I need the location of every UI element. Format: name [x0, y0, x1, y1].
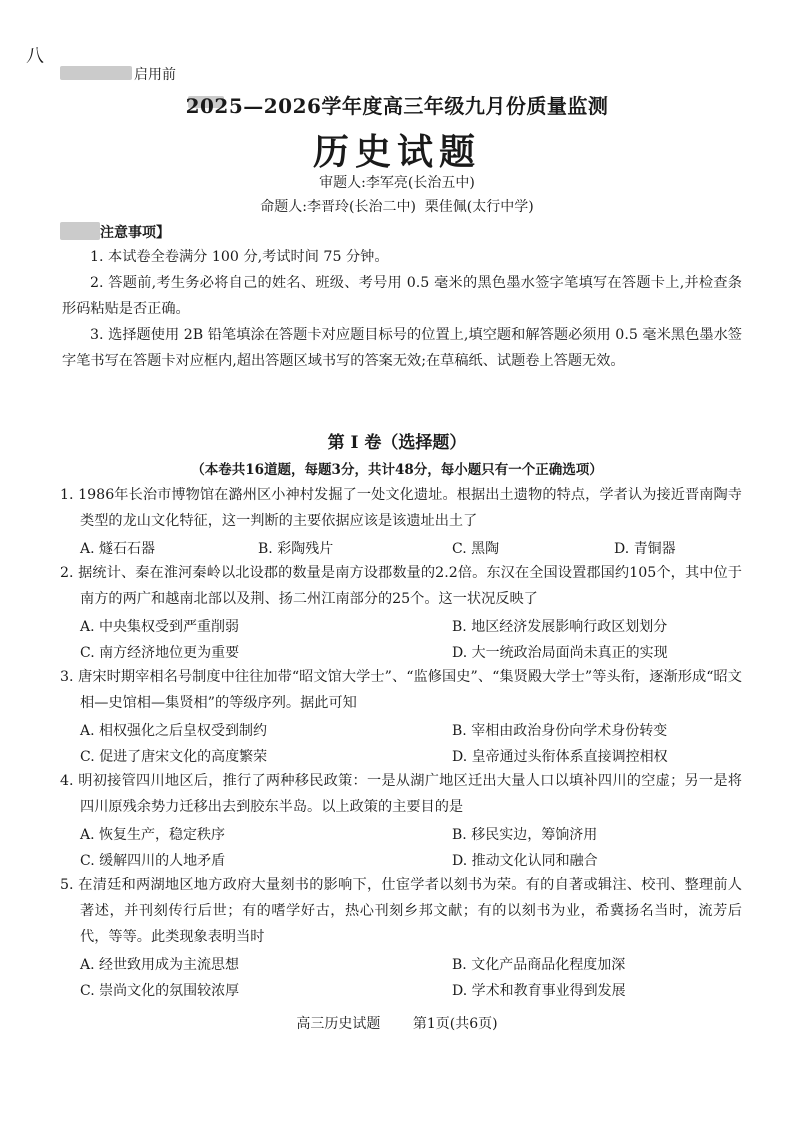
redacted-mark [60, 222, 100, 240]
section-subtitle: （本卷共16道题，每题3分，共计48分，每小题只有一个正确选项） [191, 462, 603, 478]
redacted-mark [60, 66, 132, 80]
corner-mark: 八 [26, 46, 44, 67]
main-title: 历史试题 [312, 131, 481, 173]
notice-item: 2. 答题前,考生务必将自己的姓名、班级、考号用 0.5 毫米的黑色墨水签字笔填写在答题卡上,并检查条形码粘贴是否正确。 [62, 275, 742, 317]
question-stem: 4. 明初接管四川地区后，推行了两种移民政策：一是从湖广地区迁出大量人口以填补四川的空虚；另一是将四川原残余势力迁移出去到胶东半岛。以上政策的主要目的是 [60, 773, 742, 815]
page-footer [0, 1013, 794, 1033]
option: C. 缓解四川的人地矛盾 [80, 853, 226, 869]
option: B. 移民实边，筹饷济用 [452, 827, 598, 843]
option: A. 燧石石器 [80, 541, 156, 557]
authors-line: 命题人:李晋玲(长治二中) 栗佳佩(太行中学) [260, 199, 534, 215]
notice-heading: 注意事项】 [100, 225, 170, 241]
option: C. 崇尚文化的氛围较浓厚 [80, 983, 240, 999]
option: D. 青铜器 [614, 541, 676, 557]
option: D. 学术和教育事业得到发展 [452, 983, 626, 999]
option: B. 宰相由政治身份向学术身份转变 [452, 723, 668, 739]
option: C. 南方经济地位更为重要 [80, 645, 240, 661]
notice-item: 3. 选择题使用 2B 铅笔填涂在答题卡对应题目标号的位置上,填空题和解答题必须用 0.5 毫米黑色墨水签字笔书写在答题卡对应框内,超出答题区域书写的答案无效;在草稿纸、试题卷上答题无效。 [62, 327, 742, 369]
question-stem: 5. 在清廷和两湖地区地方政府大量刻书的影响下，仕宦学者以刻书为荣。有的自著或辑注、校刊、整理前人著述，并刊刻传行后世；有的嗜学好古，热心刊刻乡邦文献；有的以刻书为业，希冀扬名当时，流芳后代，等等。此类现象表明当时 [60, 877, 742, 945]
exam-title: 2025—2026学年度高三年级九月份质量监测 [185, 94, 609, 118]
option: D. 大一统政治局面尚未真正的实现 [452, 645, 668, 661]
option: B. 地区经济发展影响行政区划划分 [452, 619, 668, 635]
option: D. 皇帝通过头衔体系直接调控相权 [452, 749, 668, 765]
option: A. 中央集权受到严重削弱 [80, 619, 240, 635]
option: A. 恢复生产，稳定秩序 [80, 827, 226, 843]
question-stem: 2. 据统计、秦在淮河秦岭以北设郡的数量是南方设郡数量的2.2倍。东汉在全国设置郡国约105个，其中位于南方的两广和越南北部以及荆、扬二州江南部分的25个。这一状况反映了 [60, 565, 742, 607]
notice-item: 1. 本试卷全卷满分 100 分,考试时间 75 分钟。 [90, 249, 389, 265]
option: B. 文化产品商品化程度加深 [452, 957, 626, 973]
prior-use-label: 启用前 [134, 67, 176, 83]
question-stem: 1. 1986年长治市博物馆在潞州区小神村发掘了一处文化遗址。根据出土遗物的特点，学者认为接近晋南陶寺类型的龙山文化特征，这一判断的主要依据应该是该遗址出土了 [60, 487, 742, 529]
footer-subject: 高三历史试题 [296, 1016, 381, 1032]
question-stem: 3. 唐宋时期宰相名号制度中往往加带“昭文馆大学士”、“监修国史”、“集贤殿大学士”等头衔，逐渐形成“昭文相—史馆相—集贤相”的等级序列。据此可知 [60, 669, 742, 711]
footer-page-number: 第1页(共6页) [412, 1016, 498, 1032]
section-title: 第 Ⅰ 卷（选择题） [327, 433, 467, 453]
reviewer-line: 审题人:李军亮(长治五中) [319, 175, 475, 191]
option: A. 相权强化之后皇权受到制约 [80, 723, 268, 739]
option: A. 经世致用成为主流思想 [80, 957, 240, 973]
option: D. 推动文化认同和融合 [452, 853, 598, 869]
option: C. 黑陶 [452, 541, 500, 557]
option: C. 促进了唐宋文化的高度繁荣 [80, 749, 268, 765]
option: B. 彩陶残片 [258, 541, 334, 557]
